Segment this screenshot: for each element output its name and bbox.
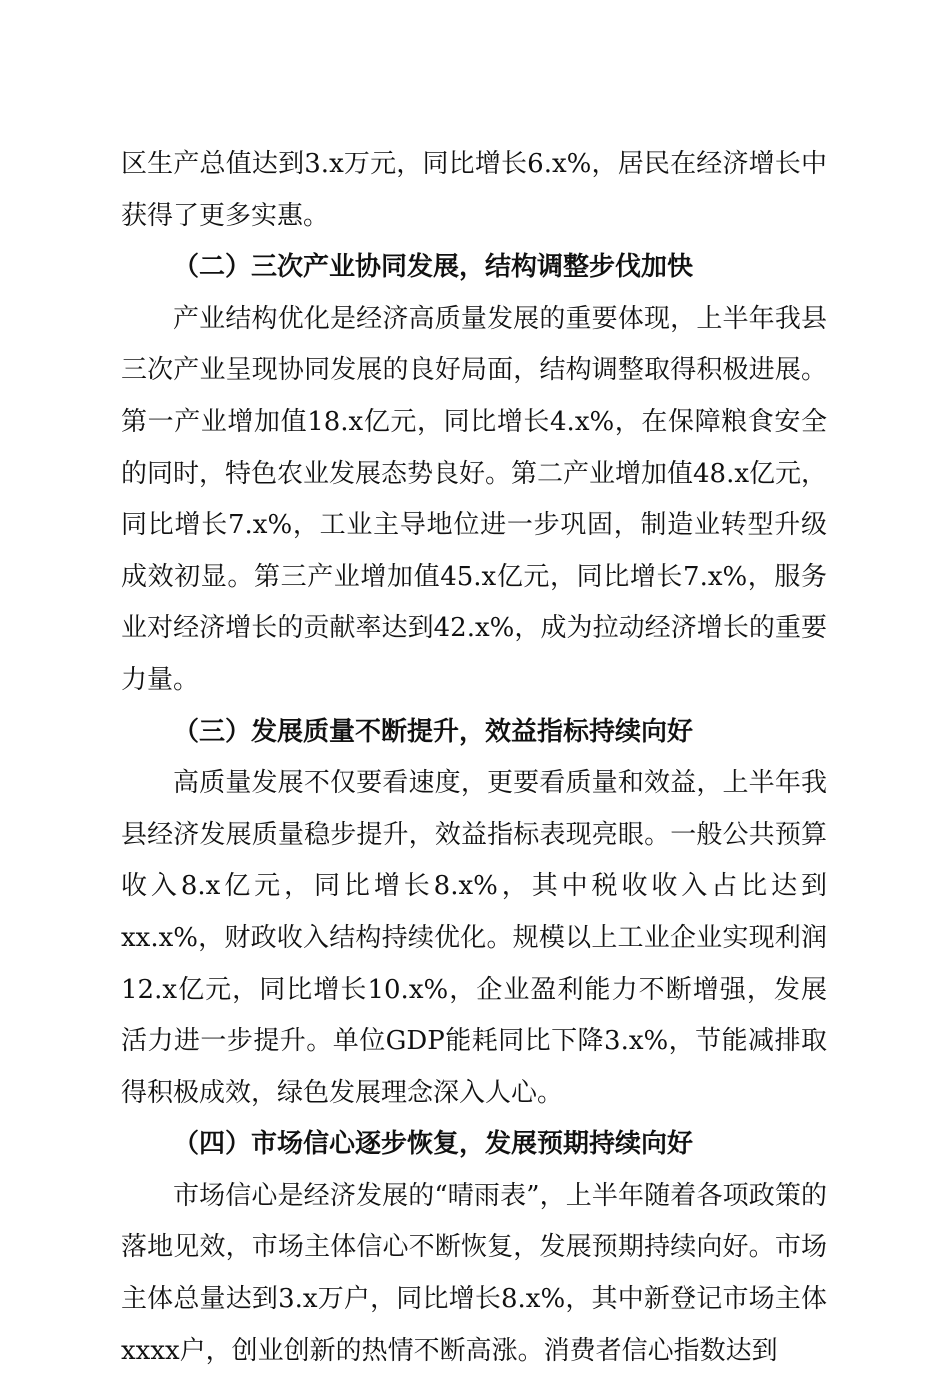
- document-body: [121, 139, 827, 1377]
- section-heading-4: （四）市场信心逐步恢复，发展预期持续向好: [173, 1129, 694, 1160]
- paragraph-industry-structure: 产业结构优化是经济高质量发展的重要体现，上半年我县三次产业呈现协同发展的良好局面，结构调整取得积极进展。第一产业增加值18.x亿元，同比增长4.x%，在保障粮食安全的同时，特色农业发展态势良好。第二产业增加值48.x亿元，同比增长7.x%，工业主导地位进一步巩固，制造业转型升级成效初显。第三产业增加值45.x亿元，同比增长7.x%，服务业对经济增长的贡献率达到42.x%，成为拉动经济增长的重要力量。: [121, 303, 828, 695]
- section-heading-2: （二）三次产业协同发展，结构调整步伐加快: [173, 252, 694, 283]
- section-heading-3: （三）发展质量不断提升，效益指标持续向好: [173, 716, 694, 747]
- paragraph-market-confidence: 市场信心是经济发展的“晴雨表”，上半年随着各项政策的落地见效，市场主体信心不断恢复，发展预期持续向好。市场主体总量达到3.x万户，同比增长8.x%，其中新登记市场主体xxxx户，创业创新的热情不断高涨。消费者信心指数达到: [121, 1180, 827, 1366]
- paragraph-development-quality: 高质量发展不仅要看速度，更要看质量和效益，上半年我县经济发展质量稳步提升，效益指标表现亮眼。一般公共预算收入8.x亿元，同比增长8.x%，其中税收收入占比达到xx.x%，财政收入结构持续优化。规模以上工业企业实现利润12.x亿元，同比增长10.x%，企业盈利能力不断增强，发展活力进一步提升。单位GDP能耗同比下降3.x%，节能减排取得积极成效，绿色发展理念深入人心。: [121, 768, 827, 1108]
- paragraph-continued: 区生产总值达到3.x万元，同比增长6.x%，居民在经济增长中获得了更多实惠。: [121, 149, 827, 231]
